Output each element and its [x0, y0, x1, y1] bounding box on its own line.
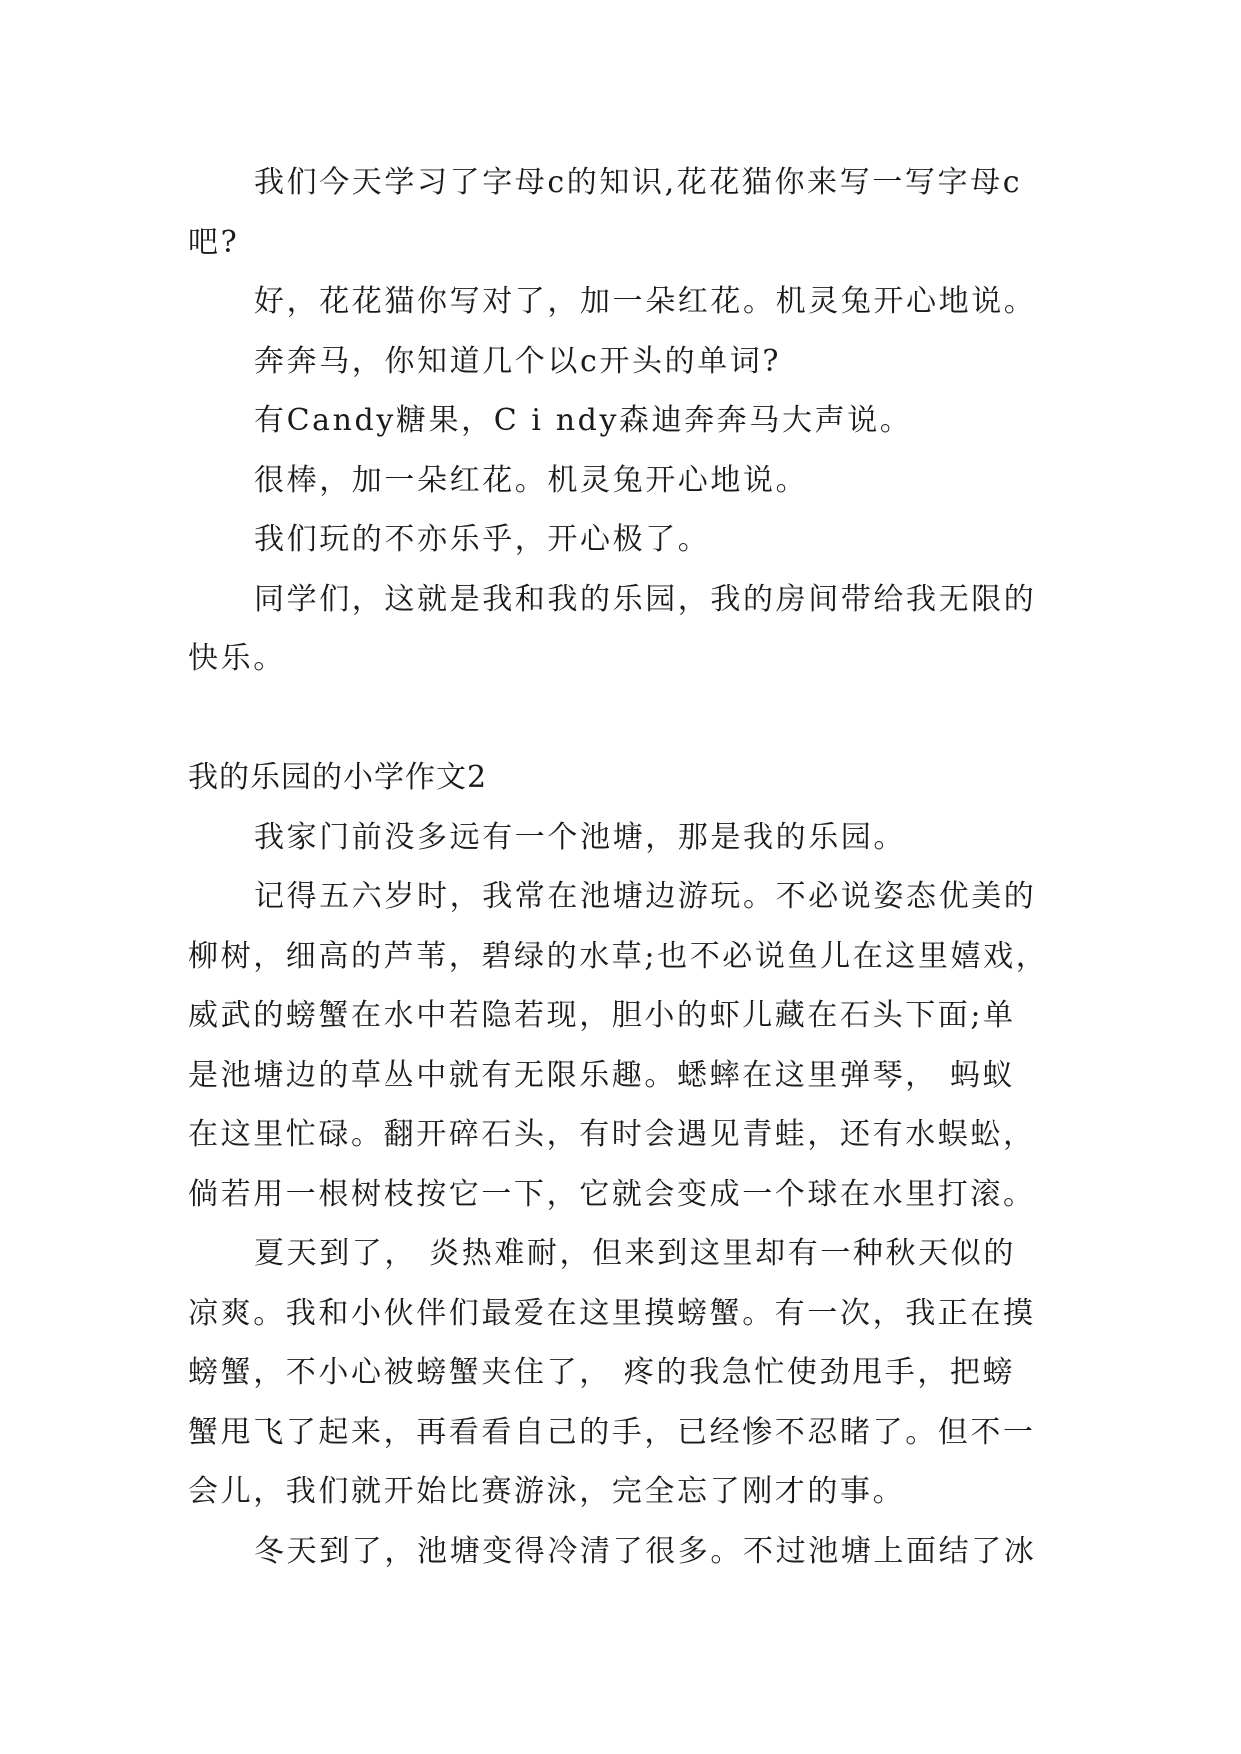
paragraph-line: 在这里忙碌。翻开碎石头，有时会遇见青蛙，还有水蜈蚣， — [188, 1117, 1036, 1152]
paragraph-line: 是池塘边的草丛中就有无限乐趣。蟋蟀在这里弹琴， 蚂蚁 — [188, 1057, 1016, 1093]
paragraph-line: 有Candy糖果，C i ndy森迪奔奔马大声说。 — [254, 403, 913, 438]
text-column — [188, 153, 1068, 1581]
paragraph-line: 快乐。 — [188, 641, 286, 676]
paragraph-line: 凉爽。我和小伙伴们最爱在这里摸螃蟹。有一次，我正在摸 — [188, 1295, 1036, 1331]
paragraph-line: 柳树，细高的芦苇，碧绿的水草;也不必说鱼儿在这里嬉戏， — [188, 938, 1049, 974]
paragraph-line: 威武的螃蟹在水中若隐若现，胆小的虾儿藏在石头下面;单 — [188, 998, 1016, 1033]
paragraph-line: 很棒，加一朵红花。机灵兔开心地说。 — [254, 462, 809, 498]
paragraph-line: 蟹甩飞了起来，再看看自己的手，已经惨不忍睹了。但不一 — [188, 1414, 1036, 1450]
paragraph-line: 同学们，这就是我和我的乐园，我的房间带给我无限的 — [254, 581, 1037, 617]
paragraph-line: 会儿，我们就开始比赛游泳，完全忘了刚才的事。 — [188, 1474, 906, 1509]
paragraph-line: 吧? — [188, 224, 240, 260]
paragraph-line: 夏天到了， 炎热难耐，但来到这里却有一种秋天似的 — [254, 1236, 1016, 1271]
section-heading: 我的乐园的小学作文2 — [188, 760, 488, 795]
paragraph-line: 冬天到了，池塘变得冷清了很多。不过池塘上面结了冰 — [254, 1533, 1037, 1569]
paragraph-line: 我们玩的不亦乐乎，开心极了。 — [254, 522, 711, 557]
paragraph-line: 我家门前没多远有一个池塘，那是我的乐园。 — [254, 819, 906, 855]
paragraph-line: 倘若用一根树枝按它一下，它就会变成一个球在水里打滚。 — [188, 1176, 1036, 1212]
section-spacer — [188, 689, 1068, 749]
paragraph-line: 螃蟹，不小心被螃蟹夹住了， 疼的我急忙使劲甩手，把螃 — [188, 1355, 1016, 1390]
paragraph-line: 我们今天学习了字母c的知识,花花猫你来写一写字母c — [254, 165, 1023, 200]
paragraph-line: 奔奔马，你知道几个以c开头的单词? — [254, 343, 782, 379]
paragraph-line: 记得五六岁时，我常在池塘边游玩。不必说姿态优美的 — [254, 879, 1037, 914]
paragraph-line: 好，花花猫你写对了，加一朵红花。机灵兔开心地说。 — [254, 284, 1037, 319]
